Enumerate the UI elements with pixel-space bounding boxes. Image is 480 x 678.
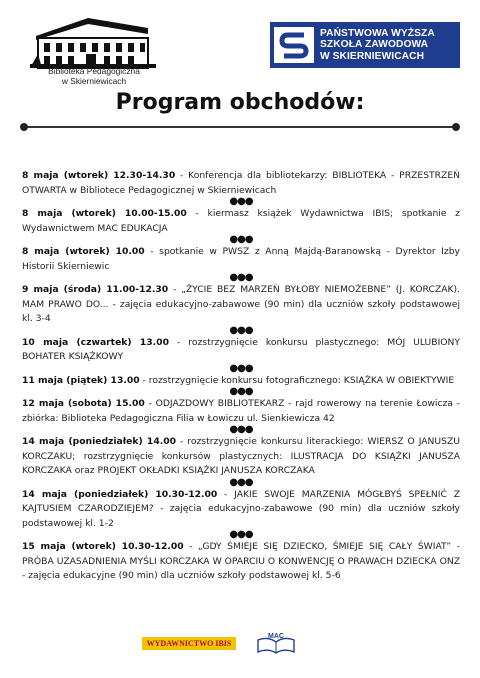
event-description: - rozstrzygnięcie konkursu literackiego: WIERSZ O JANUSZU KORCZAKU; rozstrzygnięcie konkursów plastycznych: ILUSTRACJA DO KSIĄŻKI JANUSZA KORCZAKA oraz PROJEKT OKŁADKI KSIĄŻKI JANUSZA KORCZAKA	[22, 436, 460, 476]
event-date: 9 maja (środa) 11.00-12.30	[22, 284, 169, 295]
event-description: - Konferencja dla bibliotekarzy: BIBLIOTEKA - PRZESTRZEŃ OTWARTA w Bibliotece Pedagogicznej w Skierniewicach	[22, 170, 461, 196]
event-separator: ●●●	[229, 424, 253, 435]
event-description: - spotkanie w PWSZ z Anną Majdą-Baranowską - Dyrektor Izby Historii Skierniewic	[22, 246, 460, 272]
event-separator: ●●●	[229, 529, 253, 540]
pwsz-line-3: W SKIERNIEWICACH	[320, 50, 425, 62]
event-item	[22, 245, 460, 274]
event-separator: ●●●	[229, 324, 253, 336]
event-date: 8 maja (wtorek) 10.00	[22, 246, 145, 257]
event-date: 14 maja (poniedziałek) 10.30-12.00	[22, 488, 218, 500]
pwsz-logo	[270, 22, 460, 68]
event-date: 11 maja (piątek) 13.00	[22, 374, 140, 386]
event-item	[22, 435, 460, 479]
event-item	[22, 540, 460, 584]
pwsz-line-1: PAŃSTWOWA WYŻSZA	[320, 27, 435, 39]
event-separator: ●●●	[229, 476, 253, 488]
event-date: 14 maja (poniedziałek) 14.00	[22, 436, 176, 447]
event-separator: ●●●	[229, 386, 253, 397]
event-separator: ●●●	[229, 362, 253, 374]
pwsz-line-2: SZKOŁA ZAWODOWA	[320, 39, 429, 51]
library-caption-line-1: Biblioteka Pedagogiczna	[48, 66, 140, 76]
event-list	[22, 169, 460, 584]
event-description: - „GDY ŚMIEJE SIĘ DZIECKO, ŚMIEJE SIĘ CAŁY ŚWIAT” - PRÓBA UZASADNIENIA MYŚLI KORCZAKA W OPARCIU O KONWENCJĘ O PRAWACH DZIECKA ONZ - zajęcia edukacyjne (90 min) dla uczniów szkoły podstawowej kl. 5-6	[22, 541, 460, 581]
title-divider	[23, 126, 457, 128]
event-date: 10 maja (czwartek) 13.00	[22, 336, 169, 348]
event-date: 8 maja (wtorek) 10.00-15.00	[22, 208, 187, 219]
divider-left-dot	[20, 123, 28, 131]
library-building-icon	[28, 14, 158, 70]
page-title: Program obchodów:	[115, 90, 365, 115]
event-description: - ODJAZDOWY BIBLIOTEKARZ - rajd rowerowy na terenie Łowicza - zbiórka: Biblioteka Pedagogiczna Filia w Łowiczu ul. Sienkiewicza 42	[22, 398, 460, 424]
ibis-logo: WYDAWNICTWO IBIS	[142, 637, 236, 650]
event-separator: ●●●	[229, 234, 253, 245]
event-item	[22, 397, 460, 426]
event-separator: ●●●	[229, 196, 253, 207]
library-caption	[30, 66, 158, 86]
event-description: - kiermasz książek Wydawnictwa IBIS; spotkanie z Wydawnictwem MAC EDUKACJA	[22, 208, 460, 234]
library-caption-line-2: w Skierniewicach	[61, 76, 127, 86]
event-date: 8 maja (wtorek) 12.30-14.30	[22, 170, 176, 181]
event-item	[22, 488, 460, 532]
event-description: - rozstrzygnięcie konkursu plastycznego: MÓJ ULUBIONY BOHATER KSIĄŻKOWY	[22, 336, 460, 362]
event-separator: ●●●	[229, 272, 253, 283]
mac-book-icon	[254, 630, 298, 654]
event-date: 15 maja (wtorek) 10.30-12.00	[22, 541, 184, 552]
event-item	[22, 207, 460, 236]
mac-logo	[254, 630, 298, 654]
event-description: - „ŻYCIE BEZ MARZEŃ BYŁOBY NIEMOŻEBNE” (J. KORCZAK). MAM PRAWO DO... - zajęcia edukacyjno-zabawowe (90 min) dla uczniów szkoły podstawowej kl. 3-4	[22, 284, 461, 324]
event-description: - rozstrzygnięcie konkursu fotograficznego: KSIĄŻKA W OBIEKTYWIE	[139, 374, 455, 386]
event-description: - JAKIE SWOJE MARZENIA MÓGŁBYŚ SPEŁNIĆ Z KAJTUSIEM CZARODZIEJEM? - zajęcia edukacyjno-zabawowe (90 min) dla uczniów szkoły podstawowej kl. 1-2	[22, 488, 460, 529]
divider-right-dot	[452, 123, 460, 131]
event-item	[22, 169, 460, 198]
event-item	[22, 336, 460, 365]
pwsz-emblem-icon	[274, 27, 314, 63]
event-date: 12 maja (sobota) 15.00	[22, 398, 145, 409]
mac-label: MAC	[268, 633, 284, 640]
event-item	[22, 283, 460, 327]
